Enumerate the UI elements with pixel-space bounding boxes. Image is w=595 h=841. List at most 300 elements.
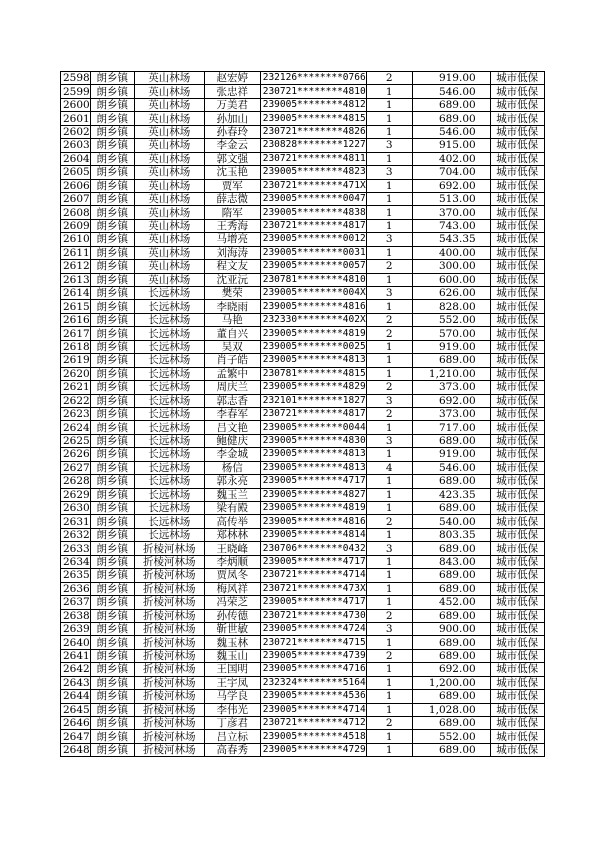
household-size-cell: 3 [366,287,412,300]
benefit-type-cell: 城市低保 [490,112,544,125]
benefit-type-cell: 城市低保 [490,206,544,219]
table-row [61,475,545,488]
benefit-type-cell: 城市低保 [490,596,544,609]
person-name-cell: 孟繁中 [204,367,260,380]
township-cell: 朗乡镇 [90,179,134,192]
household-size-cell: 1 [366,125,412,138]
id-number-cell: 239005********4816 [260,300,366,313]
id-number-cell: 239005********0031 [260,246,366,259]
row-number-cell: 2623 [61,407,91,420]
id-number-cell: 239005********4830 [260,434,366,447]
table-row [61,502,545,515]
row-number-cell: 2637 [61,596,91,609]
household-size-cell: 1 [366,179,412,192]
forest-farm-cell: 折棱河林场 [134,676,204,689]
benefit-type-cell: 城市低保 [490,690,544,703]
benefit-amount-cell: 402.00 [412,152,490,165]
id-number-cell: 230781********4815 [260,367,366,380]
row-number-cell: 2628 [61,475,91,488]
table-row [61,287,545,300]
forest-farm-cell: 折棱河林场 [134,555,204,568]
table-row [61,381,545,394]
township-cell: 朗乡镇 [90,246,134,259]
id-number-cell: 239005********4739 [260,649,366,662]
id-number-cell: 239005********4815 [260,112,366,125]
table-row [61,166,545,179]
benefit-amount-cell: 828.00 [412,300,490,313]
household-size-cell: 3 [366,166,412,179]
id-number-cell: 239005********0044 [260,421,366,434]
benefit-amount-cell: 400.00 [412,246,490,259]
table-row [61,569,545,582]
forest-farm-cell: 英山林场 [134,112,204,125]
benefit-type-cell: 城市低保 [490,300,544,313]
household-size-cell: 3 [366,434,412,447]
id-number-cell: 239005********4838 [260,206,366,219]
person-name-cell: 贾凤冬 [204,569,260,582]
id-number-cell: 232126********0766 [260,72,366,85]
benefit-amount-cell: 513.00 [412,192,490,205]
person-name-cell: 吴双 [204,340,260,353]
forest-farm-cell: 长远林场 [134,528,204,541]
row-number-cell: 2627 [61,461,91,474]
benefit-type-cell: 城市低保 [490,542,544,555]
person-name-cell: 梅风祥 [204,582,260,595]
person-name-cell: 杨信 [204,461,260,474]
person-name-cell: 贾军 [204,179,260,192]
household-size-cell: 1 [366,555,412,568]
table-row [61,582,545,595]
row-number-cell: 2630 [61,502,91,515]
person-name-cell: 高传举 [204,515,260,528]
forest-farm-cell: 折棱河林场 [134,582,204,595]
benefit-type-cell: 城市低保 [490,287,544,300]
household-size-cell: 1 [366,206,412,219]
benefit-type-cell: 城市低保 [490,663,544,676]
benefit-amount-cell: 552.00 [412,313,490,326]
township-cell: 朗乡镇 [90,528,134,541]
forest-farm-cell: 长远林场 [134,287,204,300]
id-number-cell: 230721********473X [260,582,366,595]
row-number-cell: 2604 [61,152,91,165]
benefit-amount-cell: 689.00 [412,502,490,515]
table-row [61,421,545,434]
row-number-cell: 2599 [61,85,91,98]
forest-farm-cell: 折棱河林场 [134,649,204,662]
person-name-cell: 王晓峰 [204,542,260,555]
id-number-cell: 239005********4518 [260,730,366,743]
township-cell: 朗乡镇 [90,72,134,85]
township-cell: 朗乡镇 [90,327,134,340]
id-number-cell: 239005********4819 [260,502,366,515]
id-number-cell: 239005********4827 [260,488,366,501]
table-row [61,112,545,125]
household-size-cell: 1 [366,690,412,703]
row-number-cell: 2606 [61,179,91,192]
person-name-cell: 李金云 [204,139,260,152]
township-cell: 朗乡镇 [90,649,134,662]
table-row [61,394,545,407]
person-name-cell: 吕文艳 [204,421,260,434]
person-name-cell: 郭永亮 [204,475,260,488]
township-cell: 朗乡镇 [90,475,134,488]
township-cell: 朗乡镇 [90,609,134,622]
table-row [61,555,545,568]
person-name-cell: 冯荣芝 [204,596,260,609]
benefit-amount-cell: 689.00 [412,434,490,447]
township-cell: 朗乡镇 [90,582,134,595]
forest-farm-cell: 英山林场 [134,139,204,152]
id-number-cell: 239005********4717 [260,555,366,568]
forest-farm-cell: 长远林场 [134,502,204,515]
person-name-cell: 吕立标 [204,730,260,743]
table-row [61,98,545,111]
id-number-cell: 232330********402X [260,313,366,326]
township-cell: 朗乡镇 [90,542,134,555]
forest-farm-cell: 长远林场 [134,448,204,461]
benefit-amount-cell: 919.00 [412,448,490,461]
benefit-amount-cell: 600.00 [412,273,490,286]
forest-farm-cell: 英山林场 [134,233,204,246]
person-name-cell: 孙加山 [204,112,260,125]
township-cell: 朗乡镇 [90,166,134,179]
township-cell: 朗乡镇 [90,260,134,273]
forest-farm-cell: 折棱河林场 [134,690,204,703]
township-cell: 朗乡镇 [90,703,134,716]
row-number-cell: 2605 [61,166,91,179]
forest-farm-cell: 折棱河林场 [134,743,204,756]
township-cell: 朗乡镇 [90,622,134,635]
row-number-cell: 2614 [61,287,91,300]
table-row [61,743,545,756]
household-size-cell: 1 [366,596,412,609]
household-size-cell: 2 [366,260,412,273]
benefit-amount-cell: 546.00 [412,461,490,474]
township-cell: 朗乡镇 [90,233,134,246]
benefit-amount-cell: 692.00 [412,663,490,676]
id-number-cell: 239005********4812 [260,98,366,111]
household-size-cell: 2 [366,381,412,394]
table-row [61,85,545,98]
household-size-cell: 1 [366,488,412,501]
forest-farm-cell: 英山林场 [134,125,204,138]
benefit-amount-cell: 370.00 [412,206,490,219]
table-row [61,703,545,716]
township-cell: 朗乡镇 [90,125,134,138]
row-number-cell: 2600 [61,98,91,111]
benefit-type-cell: 城市低保 [490,85,544,98]
benefit-type-cell: 城市低保 [490,166,544,179]
forest-farm-cell: 英山林场 [134,246,204,259]
table-row [61,596,545,609]
person-name-cell: 鲍健庆 [204,434,260,447]
household-size-cell: 2 [366,407,412,420]
row-number-cell: 2629 [61,488,91,501]
benefit-amount-cell: 689.00 [412,649,490,662]
benefit-type-cell: 城市低保 [490,488,544,501]
benefit-amount-cell: 689.00 [412,609,490,622]
household-size-cell: 1 [366,528,412,541]
table-row [61,461,545,474]
table-row [61,246,545,259]
forest-farm-cell: 折棱河林场 [134,717,204,730]
benefit-type-cell: 城市低保 [490,743,544,756]
township-cell: 朗乡镇 [90,690,134,703]
person-name-cell: 马学良 [204,690,260,703]
id-number-cell: 239005********4829 [260,381,366,394]
person-name-cell: 沈玉艳 [204,166,260,179]
person-name-cell: 靳世敏 [204,622,260,635]
id-number-cell: 239005********4823 [260,166,366,179]
person-name-cell: 高春秀 [204,743,260,756]
id-number-cell: 239005********4724 [260,622,366,635]
township-cell: 朗乡镇 [90,192,134,205]
household-size-cell: 1 [366,676,412,689]
township-cell: 朗乡镇 [90,730,134,743]
id-number-cell: 230721********4712 [260,717,366,730]
table-row [61,690,545,703]
id-number-cell: 239005********4717 [260,596,366,609]
household-size-cell: 3 [366,542,412,555]
row-number-cell: 2635 [61,569,91,582]
person-name-cell: 沈亚沅 [204,273,260,286]
row-number-cell: 2618 [61,340,91,353]
table-row [61,139,545,152]
benefit-type-cell: 城市低保 [490,730,544,743]
table-row [61,125,545,138]
person-name-cell: 郑林林 [204,528,260,541]
row-number-cell: 2622 [61,394,91,407]
row-number-cell: 2613 [61,273,91,286]
table-row [61,327,545,340]
benefit-type-cell: 城市低保 [490,327,544,340]
forest-farm-cell: 长远林场 [134,300,204,313]
benefit-type-cell: 城市低保 [490,233,544,246]
person-name-cell: 李伟光 [204,703,260,716]
person-name-cell: 魏玉林 [204,636,260,649]
household-size-cell: 1 [366,219,412,232]
township-cell: 朗乡镇 [90,488,134,501]
benefit-amount-cell: 919.00 [412,340,490,353]
benefit-type-cell: 城市低保 [490,367,544,380]
benefit-type-cell: 城市低保 [490,192,544,205]
forest-farm-cell: 长远林场 [134,434,204,447]
row-number-cell: 2639 [61,622,91,635]
township-cell: 朗乡镇 [90,663,134,676]
benefit-type-cell: 城市低保 [490,461,544,474]
household-size-cell: 1 [366,663,412,676]
household-size-cell: 2 [366,72,412,85]
person-name-cell: 李晓雨 [204,300,260,313]
row-number-cell: 2621 [61,381,91,394]
benefit-amount-cell: 540.00 [412,515,490,528]
row-number-cell: 2610 [61,233,91,246]
table-row [61,179,545,192]
township-cell: 朗乡镇 [90,461,134,474]
person-name-cell: 肖子皓 [204,354,260,367]
person-name-cell: 李炳顺 [204,555,260,568]
row-number-cell: 2634 [61,555,91,568]
benefit-type-cell: 城市低保 [490,582,544,595]
table-row [61,434,545,447]
person-name-cell: 孙春玲 [204,125,260,138]
row-number-cell: 2646 [61,717,91,730]
household-size-cell: 1 [366,569,412,582]
township-cell: 朗乡镇 [90,555,134,568]
table-row [61,273,545,286]
township-cell: 朗乡镇 [90,340,134,353]
person-name-cell: 魏玉山 [204,649,260,662]
benefit-type-cell: 城市低保 [490,260,544,273]
benefit-type-cell: 城市低保 [490,139,544,152]
id-number-cell: 239005********4813 [260,354,366,367]
row-number-cell: 2617 [61,327,91,340]
household-size-cell: 2 [366,327,412,340]
row-number-cell: 2636 [61,582,91,595]
benefit-amount-cell: 543.35 [412,233,490,246]
forest-farm-cell: 英山林场 [134,85,204,98]
household-size-cell: 1 [366,300,412,313]
table-row [61,542,545,555]
township-cell: 朗乡镇 [90,394,134,407]
household-size-cell: 3 [366,622,412,635]
forest-farm-cell: 长远林场 [134,367,204,380]
forest-farm-cell: 英山林场 [134,179,204,192]
benefit-amount-cell: 743.00 [412,219,490,232]
id-number-cell: 239005********0012 [260,233,366,246]
row-number-cell: 2625 [61,434,91,447]
benefit-type-cell: 城市低保 [490,219,544,232]
benefit-type-cell: 城市低保 [490,555,544,568]
household-size-cell: 1 [366,192,412,205]
benefit-type-cell: 城市低保 [490,609,544,622]
household-size-cell: 2 [366,717,412,730]
table-row [61,300,545,313]
id-number-cell: 239005********0025 [260,340,366,353]
benefit-amount-cell: 900.00 [412,622,490,635]
forest-farm-cell: 折棱河林场 [134,622,204,635]
household-size-cell: 3 [366,394,412,407]
forest-farm-cell: 英山林场 [134,152,204,165]
table-row [61,730,545,743]
household-size-cell: 1 [366,421,412,434]
township-cell: 朗乡镇 [90,287,134,300]
id-number-cell: 239005********4717 [260,475,366,488]
row-number-cell: 2624 [61,421,91,434]
row-number-cell: 2633 [61,542,91,555]
person-name-cell: 李金城 [204,448,260,461]
benefit-type-cell: 城市低保 [490,313,544,326]
township-cell: 朗乡镇 [90,300,134,313]
row-number-cell: 2640 [61,636,91,649]
household-size-cell: 1 [366,502,412,515]
row-number-cell: 2642 [61,663,91,676]
benefit-type-cell: 城市低保 [490,703,544,716]
forest-farm-cell: 长远林场 [134,354,204,367]
household-size-cell: 1 [366,367,412,380]
household-size-cell: 3 [366,233,412,246]
row-number-cell: 2643 [61,676,91,689]
person-name-cell: 隋军 [204,206,260,219]
benefit-type-cell: 城市低保 [490,636,544,649]
township-cell: 朗乡镇 [90,515,134,528]
benefit-amount-cell: 689.00 [412,569,490,582]
township-cell: 朗乡镇 [90,717,134,730]
forest-farm-cell: 折棱河林场 [134,663,204,676]
row-number-cell: 2626 [61,448,91,461]
township-cell: 朗乡镇 [90,85,134,98]
household-size-cell: 3 [366,139,412,152]
table-row [61,636,545,649]
row-number-cell: 2641 [61,649,91,662]
household-size-cell: 1 [366,743,412,756]
forest-farm-cell: 长远林场 [134,313,204,326]
person-name-cell: 薛志微 [204,192,260,205]
township-cell: 朗乡镇 [90,569,134,582]
person-name-cell: 万美君 [204,98,260,111]
row-number-cell: 2615 [61,300,91,313]
township-cell: 朗乡镇 [90,448,134,461]
person-name-cell: 王国明 [204,663,260,676]
row-number-cell: 2609 [61,219,91,232]
person-name-cell: 周庆兰 [204,381,260,394]
household-size-cell: 2 [366,609,412,622]
person-name-cell: 郭文强 [204,152,260,165]
benefit-amount-cell: 546.00 [412,125,490,138]
township-cell: 朗乡镇 [90,139,134,152]
id-number-cell: 239005********4714 [260,703,366,716]
table-row [61,152,545,165]
person-name-cell: 刘海涛 [204,246,260,259]
table-row [61,717,545,730]
household-size-cell: 1 [366,730,412,743]
household-size-cell: 1 [366,98,412,111]
benefit-type-cell: 城市低保 [490,152,544,165]
id-number-cell: 230706********0432 [260,542,366,555]
id-number-cell: 239005********0047 [260,192,366,205]
table-row [61,354,545,367]
id-number-cell: 239005********4813 [260,461,366,474]
row-number-cell: 2601 [61,112,91,125]
forest-farm-cell: 折棱河林场 [134,703,204,716]
benefit-type-cell: 城市低保 [490,354,544,367]
row-number-cell: 2608 [61,206,91,219]
person-name-cell: 梁有殿 [204,502,260,515]
person-name-cell: 李春军 [204,407,260,420]
benefit-type-cell: 城市低保 [490,448,544,461]
row-number-cell: 2602 [61,125,91,138]
person-name-cell: 魏玉兰 [204,488,260,501]
person-name-cell: 程文友 [204,260,260,273]
table-row [61,528,545,541]
forest-farm-cell: 长远林场 [134,475,204,488]
row-number-cell: 2611 [61,246,91,259]
benefit-type-cell: 城市低保 [490,421,544,434]
forest-farm-cell: 折棱河林场 [134,730,204,743]
forest-farm-cell: 折棱河林场 [134,569,204,582]
township-cell: 朗乡镇 [90,206,134,219]
person-name-cell: 赵宏婷 [204,72,260,85]
table-row [61,649,545,662]
household-size-cell: 1 [366,448,412,461]
benefit-amount-cell: 689.00 [412,636,490,649]
household-size-cell: 1 [366,354,412,367]
township-cell: 朗乡镇 [90,743,134,756]
benefit-amount-cell: 1,028.00 [412,703,490,716]
benefit-amount-cell: 689.00 [412,582,490,595]
forest-farm-cell: 长远林场 [134,407,204,420]
township-cell: 朗乡镇 [90,112,134,125]
